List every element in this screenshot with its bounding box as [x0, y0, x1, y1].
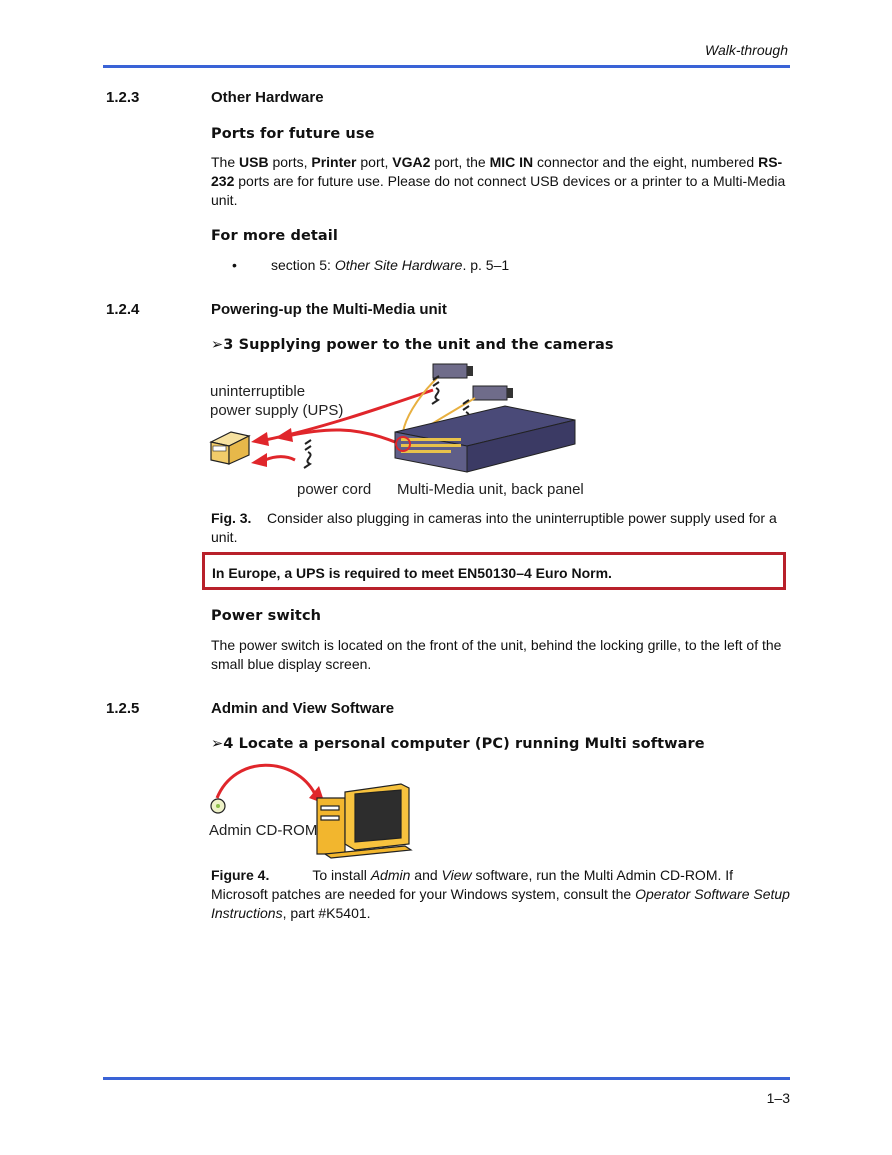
multi-media-unit-icon — [395, 406, 575, 472]
figure-3-power-diagram — [205, 360, 585, 502]
step-3-heading: ➢3 Supplying power to the unit and the cameras — [211, 337, 614, 353]
personal-computer-icon — [317, 784, 411, 858]
header-rule — [103, 65, 790, 68]
ups-box-icon — [211, 432, 249, 464]
section-title-powering-up: Powering-up the Multi-Media unit — [211, 301, 447, 318]
bullet: • — [232, 257, 237, 273]
figure-4-caption: Figure 4. To install Admin and View software, run the Multi Admin CD-ROM. If Microsoft patches are needed for your Windows system, consult the Operator Software Setup Instructions, part #K5401. — [211, 867, 790, 921]
section-number-1-2-5: 1.2.5 — [106, 700, 140, 717]
camera-icon-1 — [433, 364, 473, 378]
unit-back-panel-label: Multi-Media unit, back panel — [397, 481, 584, 498]
power-switch-paragraph: The power switch is located on the front of the unit, behind the locking grille, to the left of the small blue display screen. — [211, 637, 782, 672]
admin-cd-rom-label: Admin CD-ROM — [209, 822, 318, 839]
figure-4-pc-diagram — [205, 758, 415, 860]
power-switch-heading: Power switch — [211, 608, 322, 624]
section-number-1-2-4: 1.2.4 — [106, 301, 140, 318]
section-title-admin-view: Admin and View Software — [211, 700, 395, 717]
arrow-heads — [251, 428, 293, 467]
detail-heading: For more detail — [211, 228, 338, 244]
power-cord-label: power cord — [297, 481, 372, 498]
europe-ups-warning-box — [202, 552, 786, 590]
ups-label-line-2: power supply (UPS) — [210, 402, 344, 419]
install-arrow — [217, 765, 315, 798]
detail-link[interactable]: section 5: Other Site Hardware. p. 5–1 — [271, 257, 510, 273]
figure-3-caption: Fig. 3. Consider also plugging in cameras into the uninterruptible power supply used for a unit. — [211, 510, 777, 545]
camera-icon-2 — [473, 386, 513, 400]
page-number: 1–3 — [766, 1090, 790, 1106]
step-4-heading: ➢4 Locate a personal computer (PC) running Multi software — [211, 736, 705, 752]
ports-paragraph: The USB ports, Printer port, VGA2 port, the MIC IN connector and the eight, numbered RS-232 ports are for future use. Please do not connect USB devices or a printer to a Multi-Media unit. — [211, 154, 786, 208]
ups-label-line-1: uninterruptible — [210, 383, 306, 400]
ports-heading: Ports for future use — [211, 126, 375, 142]
cd-rom-icon — [211, 799, 225, 813]
section-title-other-hardware: Other Hardware — [211, 89, 324, 106]
warning-text: In Europe, a UPS is required to meet EN50130–4 Euro Norm. — [212, 565, 612, 581]
footer-rule — [103, 1077, 790, 1080]
section-number-1-2-3: 1.2.3 — [106, 89, 140, 106]
page-header-title: Walk-through — [704, 42, 788, 58]
